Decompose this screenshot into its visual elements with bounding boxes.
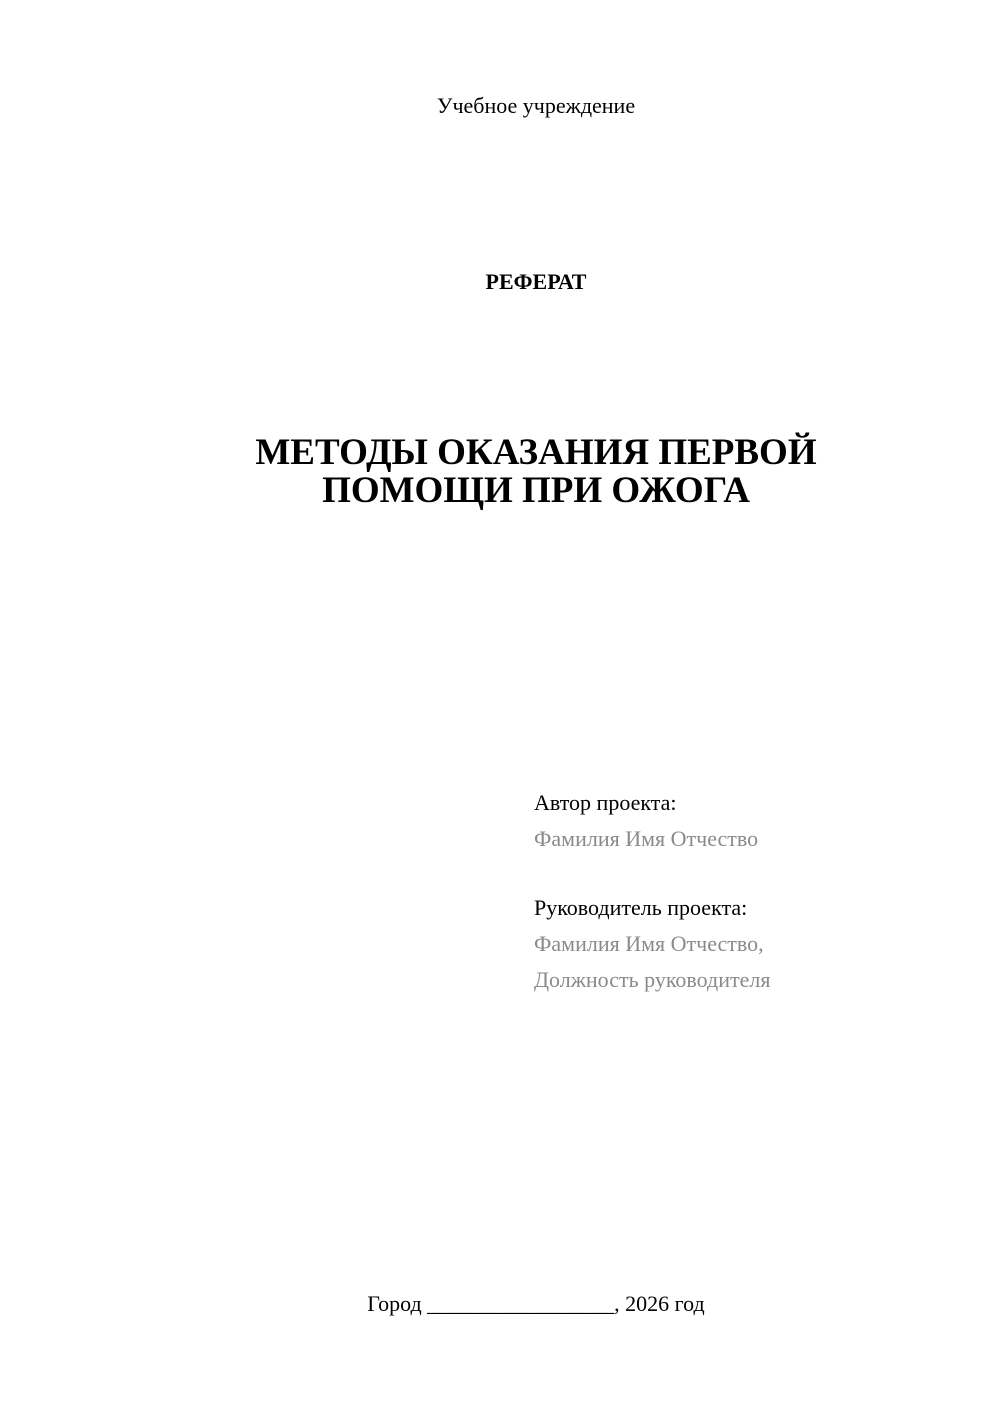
author-block bbox=[534, 785, 758, 857]
city-year-line: Город _________________, 2026 год bbox=[367, 1291, 705, 1316]
supervisor-position: Должность руководителя bbox=[534, 967, 771, 992]
document-type: РЕФЕРАТ bbox=[485, 269, 587, 294]
author-name: Фамилия Имя Отчество bbox=[534, 826, 759, 851]
supervisor-name: Фамилия Имя Отчество, bbox=[534, 931, 764, 956]
author-label: Автор проекта: bbox=[534, 790, 677, 815]
document-title-line: МЕТОДЫ ОКАЗАНИЯ ПЕРВОЙ bbox=[255, 432, 817, 473]
institution-name: Учебное учреждение bbox=[436, 93, 636, 118]
document-title-line: ПОМОЩИ ПРИ ОЖОГА bbox=[322, 470, 750, 511]
supervisor-block bbox=[534, 890, 770, 998]
document-title bbox=[180, 434, 892, 510]
supervisor-label: Руководитель проекта: bbox=[534, 895, 748, 920]
